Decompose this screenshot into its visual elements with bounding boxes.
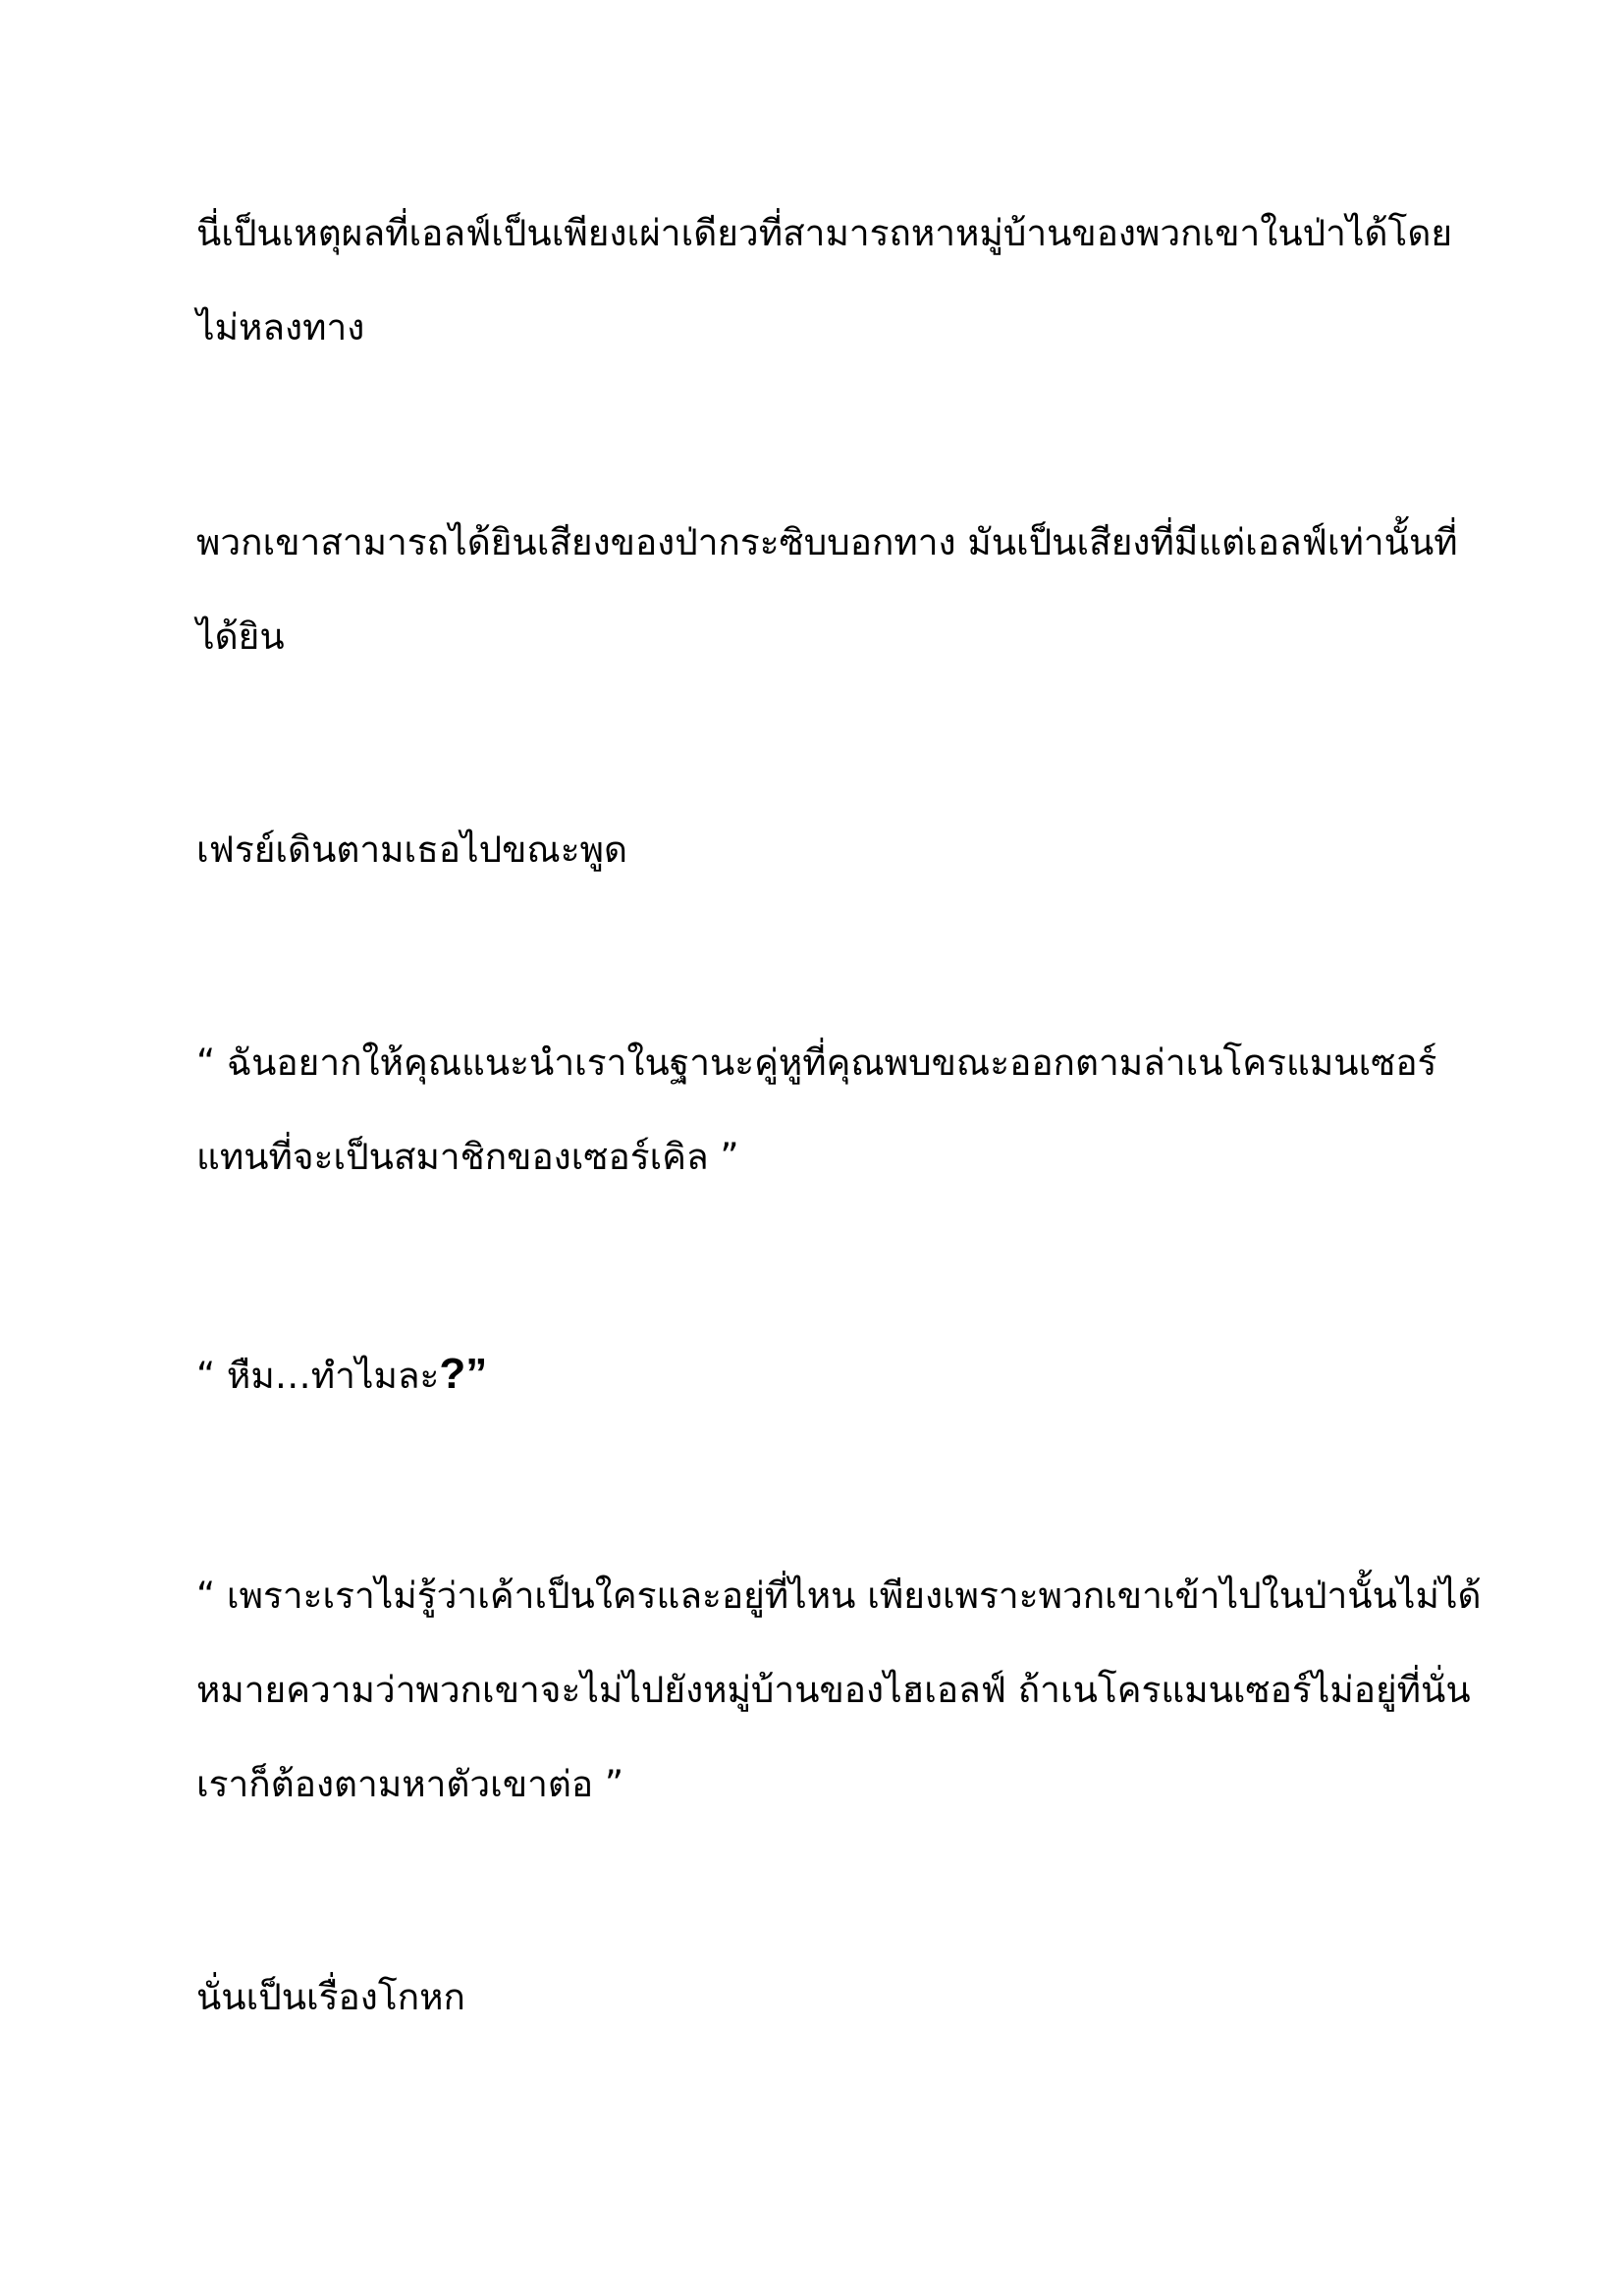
- paragraph-line: นี่เป็นเหตุผลที่เอลฟ์เป็นเพียงเผ่าเดียวที่สามารถหาหมู่บ้านของพวกเขาในป่าได้โดย: [196, 212, 1453, 254]
- paragraph-line: ไม่หลงทาง: [196, 306, 365, 348]
- question-mark: ?”: [439, 1350, 488, 1398]
- paragraph-line: แทนที่จะเป็นสมาชิกของเซอร์เคิล ”: [196, 1136, 739, 1178]
- paragraph-line: หมายความว่าพวกเขาจะไม่ไปยังหมู่บ้านของไฮเอลฟ์ ถ้าเนโครแมนเซอร์ไม่อยู่ที่นั่น: [196, 1669, 1471, 1711]
- paragraph-1: [196, 187, 1453, 375]
- dialogue-prefix: “ หืม…ทำไมละ: [196, 1355, 440, 1397]
- paragraph-4: [196, 1016, 1437, 1204]
- paragraph-line: เราก็ต้องตามหาตัวเขาต่อ ”: [196, 1763, 624, 1805]
- paragraph-line: เฟรย์เดินตามเธอไปขณะพูด: [196, 828, 628, 871]
- paragraph-3: [196, 803, 1434, 897]
- paragraph-line: พวกเขาสามารถได้ยินเสียงของป่ากระซิบบอกทาง มันเป็นเสียงที่มีแต่เอลฟ์เท่านั้นที่: [196, 521, 1458, 563]
- paragraph-5: [196, 1327, 1434, 1421]
- paragraph-line: “ เพราะเราไม่รู้ว่าเค้าเป็นใครและอยู่ที่ไหน เพียงเพราะพวกเขาเข้าไปในป่านั้นไม่ได้: [196, 1575, 1482, 1617]
- paragraph-6: [196, 1549, 1482, 1832]
- paragraph-line: [196, 1327, 1434, 1421]
- paragraph-2: [196, 496, 1458, 684]
- paragraph-7: [196, 1950, 1434, 2045]
- paragraph-line: “ ฉันอยากให้คุณแนะนำเราในฐานะคู่หูที่คุณพบขณะออกตามล่าเนโครแมนเซอร์: [196, 1041, 1437, 1084]
- paragraph-line: ได้ยิน: [196, 615, 285, 658]
- paragraph-line: นั่นเป็นเรื่องโกหก: [196, 1976, 465, 2018]
